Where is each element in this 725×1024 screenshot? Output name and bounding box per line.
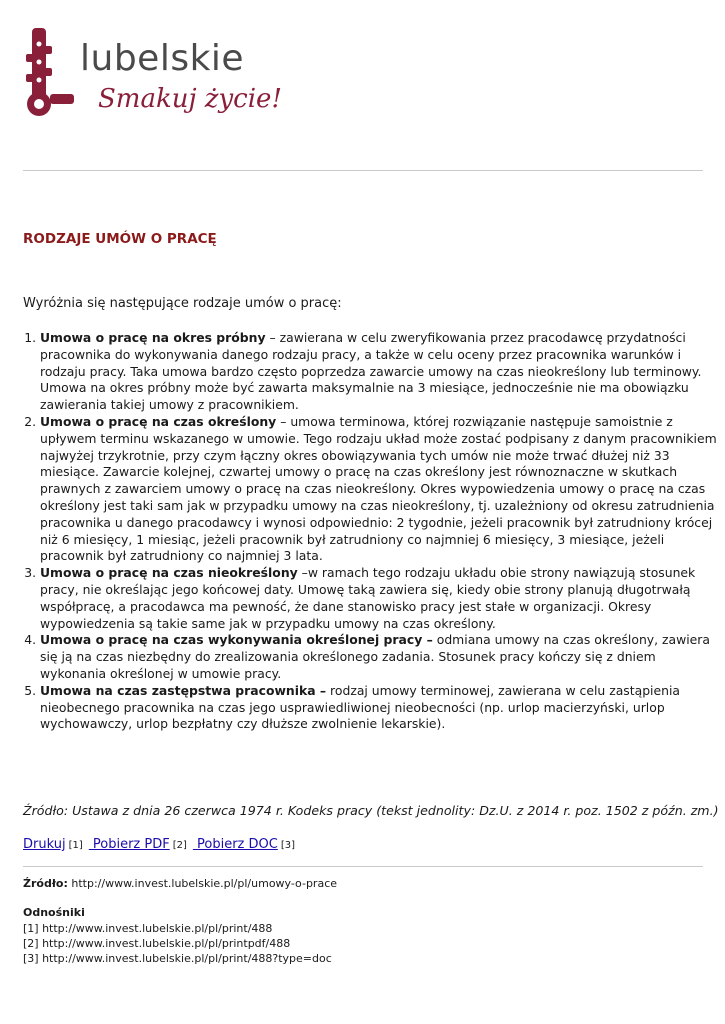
item-text: –w ramach tego rodzaju układu obie strony nawiązują stosunek pracy, nie określając jego końcowej daty. Umowę taką zawiera się, kiedy obie strony planują długotrwałą współpracę, a pracodawca ma pewność, że dane stanowisko pracy jest stałe w organizacji. Okresy wypowiedzenia są takie same jak w przypadku umowy na czas określony. bbox=[40, 565, 696, 631]
reference-item: [3] http://www.invest.lubelskie.pl/pl/print/488?type=doc bbox=[23, 952, 332, 966]
top-divider bbox=[23, 170, 703, 171]
logo-tagline: Smakuj życie! bbox=[98, 84, 282, 114]
item-term: Umowa o pracę na czas określony bbox=[40, 413, 277, 429]
footer-source-label: Źródło: bbox=[23, 877, 68, 890]
download-doc-link[interactable]: Pobierz DOC bbox=[192, 837, 278, 852]
export-links bbox=[23, 837, 301, 852]
print-link[interactable]: Drukuj bbox=[23, 837, 66, 852]
footer-source bbox=[23, 877, 337, 890]
print-ref: [1] bbox=[68, 840, 83, 851]
bottom-divider bbox=[23, 866, 703, 867]
list-item bbox=[40, 565, 720, 632]
list-item bbox=[40, 414, 720, 565]
list-item bbox=[40, 683, 720, 733]
references-title: Odnośniki bbox=[23, 906, 85, 919]
pdf-ref: [2] bbox=[172, 840, 187, 851]
item-term: Umowa na czas zastępstwa pracownika – bbox=[40, 682, 327, 698]
item-text: rodzaj umowy terminowej, zawierana w celu zastąpienia nieobecnego pracownika na czas jego usprawiedliwionej nieobecności (np. urlop macierzyński, urlop wychowawczy, urlop bezpłatny czy dłuższe zwolnienie lekarskie). bbox=[40, 682, 681, 732]
footer-source-url: http://www.invest.lubelskie.pl/pl/umowy-o-prace bbox=[67, 877, 338, 890]
download-pdf-link[interactable]: Pobierz PDF bbox=[88, 837, 170, 852]
intro-text: Wyróżnia się następujące rodzaje umów o pracę: bbox=[23, 296, 342, 311]
legal-source: Źródło: Ustawa z dnia 26 czerwca 1974 r. Kodeks pracy (tekst jednolity: Dz.U. z 2014 r. poz. 1502 z późn. zm.) bbox=[23, 803, 719, 818]
reference-item: [2] http://www.invest.lubelskie.pl/pl/printpdf/488 bbox=[23, 937, 291, 951]
logo-wordmark: lubelskie bbox=[80, 38, 245, 79]
item-term: Umowa o pracę na czas wykonywania określonej pracy – bbox=[40, 632, 433, 648]
list-item bbox=[40, 632, 720, 682]
logo-mark-icon bbox=[24, 24, 84, 124]
item-text: – umowa terminowa, której rozwiązanie następuje samoistnie z upływem terminu wskazanego w umowie. Tego rodzaju układ może zostać podpisany z danym pracownikiem najwyżej trzykrotnie, przy czym łączny okres obowiązywania tych umów nie może trwać dłużej niż 33 miesiące. Zawarcie kolejnej, czwartej umowy o pracę na czas określony jest równoznaczne w skutkach prawnych z zawarciem umowy o pracę na czas nieokreślony. Okres wypowiedzenia umowy o pracę na czas określony jest taki sam jak w przypadku umowy na czas nieokreślony, tj. uzależniony od okresu zatrudnienia pracownika u danego pracodawcy i wynosi odpowiednio: 2 tygodnie, jeżeli pracownik był zatrudniony krócej niż 6 miesięcy, 1 miesiąc, jeżeli pracownik był zatrudniony co najmniej 6 miesięcy, 3 miesiące, jeżeli pracownik był zatrudniony co najmniej 3 lata. bbox=[40, 413, 717, 564]
logo bbox=[24, 24, 282, 124]
list-item bbox=[40, 330, 720, 414]
item-term: Umowa o pracę na czas nieokreślony bbox=[40, 565, 298, 581]
item-text: odmiana umowy na czas określony, zawiera się ją na czas niezbędny do zrealizowania określonego zadania. Stosunek pracy kończy się z dniem wykonania określonej w umowie pracy. bbox=[40, 632, 710, 681]
reference-item: [1] http://www.invest.lubelskie.pl/pl/print/488 bbox=[23, 922, 273, 935]
item-text: – zawierana w celu zweryfikowania przez pracodawcę przydatności pracownika do wykonywania danego rodzaju pracy, a także w celu oceny przez pracownika warunków i rodzaju pracy. Taka umowa bardzo często poprzedza zawarcie umowy na czas nieokreślony lub terminowy. Umowa na okres próbny może być zawarta maksymalnie na 3 miesiące, jednocześnie nie ma obowiązku zawierania takiej umowy z pracownikiem. bbox=[40, 330, 702, 413]
page-title: RODZAJE UMÓW O PRACĘ bbox=[23, 231, 217, 247]
item-term: Umowa o pracę na okres próbny bbox=[40, 330, 266, 345]
contract-types-list bbox=[23, 330, 720, 733]
doc-ref: [3] bbox=[280, 840, 295, 851]
references-list bbox=[23, 921, 332, 967]
